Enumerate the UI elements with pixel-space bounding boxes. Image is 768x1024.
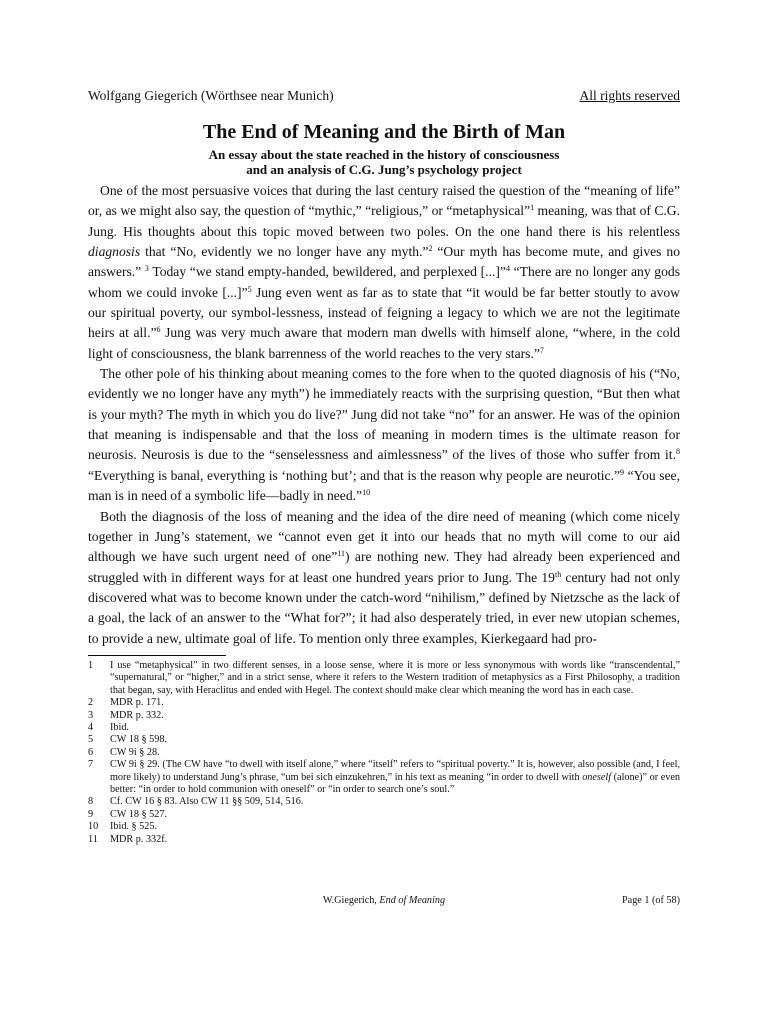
footnote-number: 4 (88, 722, 94, 734)
footnote-ref-10: 10 (362, 488, 371, 498)
text-run: Today “we stand empty-handed, bewildered, and perplexed [...]” (148, 264, 506, 280)
text-run: meaning, was that of C.G. Jung. His thoughts about this topic moved between two poles. On the one hand there is his relentless (88, 203, 681, 239)
footnote-ref-11: 11 (337, 549, 345, 559)
paragraph-2 (88, 364, 680, 506)
footnote-number: 1 (88, 660, 94, 671)
page-header (88, 88, 680, 104)
footnote-text (110, 759, 680, 796)
running-title: End of Meaning (379, 895, 446, 906)
footnote (88, 734, 680, 746)
footnote-number: 7 (88, 759, 94, 771)
emphasis-diagnosis: diagnosis (88, 244, 141, 260)
footnote (88, 660, 680, 697)
footnote-ref-4: 4 (505, 264, 510, 274)
rights-notice: All rights reserved (579, 88, 680, 103)
text-run: Jung was very much aware that modern man dwells with himself alone, “where, in the cold light of consciousness, the blank barrenness of the world reaches to the very stars.” (88, 325, 680, 361)
document-subtitle (88, 147, 680, 177)
footnote-number: 6 (88, 746, 94, 758)
text-run: (alone)” or even better: “in order to hold communion with oneself” or “in order to search one’s soul.” (110, 771, 680, 796)
footnote (88, 809, 680, 821)
footnote-text: CW 9i § 28. (110, 746, 160, 758)
footnote-number: 8 (88, 796, 94, 808)
paragraph-3 (88, 507, 680, 649)
footnote-number: 10 (88, 821, 99, 833)
footnote-text: MDR p. 171. (110, 697, 164, 709)
footnote-text: I use “metaphysical” in two different senses, in a loose sense, where it is more or less synonymous with words like “transcendental,” “supernatural,” or “higher,” and in a strict sense, where it refers to the Western tradition of metaphysics as a First Philosophy, a tradition that began, say, with Heraclitus and ended with Hegel. The context should make clear which meaning the word has in each case. (110, 660, 680, 696)
footnote-number: 9 (88, 808, 94, 820)
footnote-ref-2: 2 (428, 244, 433, 254)
footnote-text: CW 18 § 598. (110, 734, 167, 746)
text-run: “Everything is banal, everything is ‘nothing but’; and that is the reason why people are neurotic.” (88, 467, 621, 483)
footnote-text: Ibid. (110, 722, 129, 734)
page-number: Page 1 (of 58) (622, 895, 680, 906)
footnote (88, 759, 680, 796)
footnote-ref-3: 3 (144, 264, 149, 274)
text-run: “There are no longer any gods whom we could invoke [...]” (88, 264, 680, 300)
footnote-text: Ibid. § 525. (110, 821, 157, 833)
running-footer (88, 895, 680, 906)
emphasis-oneself: oneself (582, 771, 612, 783)
footnote-ref-5: 5 (247, 284, 252, 294)
text-run: Jung even went as far as to state that “it would be far better stoutly to avow our spiritual poverty, our symbol-lessness, instead of feigning a legacy to which we are not the legitimate heirs at all.” (88, 284, 680, 341)
footnote-ref-8: 8 (676, 447, 680, 457)
footnote-number: 3 (88, 709, 94, 721)
footnote-ref-1: 1 (530, 203, 535, 213)
footnote-text: CW 18 § 527. (110, 808, 167, 820)
footnote-ref-7: 7 (539, 345, 544, 355)
footnote (88, 697, 680, 709)
footnote-number: 5 (88, 734, 94, 746)
subtitle-line-2: and an analysis of C.G. Jung’s psychology project (246, 162, 522, 177)
footnote-number: 2 (88, 697, 94, 709)
footnote-separator (88, 655, 226, 656)
author-line: Wolfgang Giegerich (Wörthsee near Munich) (88, 88, 334, 103)
footnote-text: MDR p. 332. (110, 709, 164, 721)
text-run: that “No, evidently we no longer have any myth.” (140, 244, 429, 260)
document-title: The End of Meaning and the Birth of Man (202, 121, 566, 143)
body-text (88, 181, 680, 649)
text-run: Both the diagnosis of the loss of meaning and the idea of the dire need of meaning (which come nicely together in Jung’s statement, we “cannot even get it into our heads that no myth will come to our aid although we have such urgent need of one” (88, 508, 680, 565)
text-run: The other pole of his thinking about meaning comes to the fore when to the quoted diagnosis of his (“No, evidently we no longer have any myth”) he immediately reacts with the surprising question, “But then what is your myth? The myth in which you do live?” Jung did not take “no” for an answer. He was of the opinion that meaning is indispensable and that the loss of meaning in modern times is the ultimate reason for neurosis. Neurosis is due to the “senselessness and aimlessness” of the lives of those who suffer from it. (88, 366, 680, 463)
footnote-ref-9: 9 (620, 467, 625, 477)
footnotes (88, 660, 680, 846)
footnote (88, 834, 680, 846)
footnote-text: MDR p. 332f. (110, 833, 168, 845)
subtitle-line-1: An essay about the state reached in the history of consciousness (208, 147, 560, 162)
footnote (88, 722, 680, 734)
text-run: One of the most persuasive voices that during the last century raised the question of the “meaning of life” or, as we might also say, the question of “mythic,” “religious,” or “metaphysical” (88, 183, 680, 219)
text-run: “Our myth has become mute, and gives no answers.” (88, 244, 680, 280)
document-page (88, 0, 680, 1024)
text-run: century had not only discovered what was to become known under the catch-word “nihilism,” defined by Nietzsche as the lack of a goal, the lack of an answer to the “What for?”; it had also desperately tried, in ever new utopian schemes, to provide a new, ultimate goal of life. To mention only three examples, Kierkegaard had pro- (88, 569, 680, 646)
text-run: ) are nothing new. They had already been experienced and struggled with in different ways for at least one hundred years prior to Jung. The 19 (88, 549, 680, 585)
ordinal-superscript: th (554, 569, 562, 579)
footnote (88, 821, 680, 833)
footnote (88, 796, 680, 808)
running-author: W.Giegerich, (322, 895, 380, 906)
footnote-ref-6: 6 (156, 325, 161, 335)
footnote (88, 710, 680, 722)
footnote-number: 11 (88, 833, 98, 845)
paragraph-1 (88, 181, 680, 364)
footnote-text: Cf. CW 16 § 83. Also CW 11 §§ 509, 514, 516. (110, 796, 304, 808)
footnote (88, 747, 680, 759)
text-run: “You see, man is in need of a symbolic life—badly in need.” (88, 467, 680, 504)
text-run: CW 9i § 29. (The CW have “to dwell with itself alone,” where “itself” refers to “spiritual poverty.” It is, however, also possible (and, I feel, more likely) to understand Jung’s phrase, “um bei sich einzukehren,” in his text as meaning “in order to dwell with (110, 759, 680, 783)
